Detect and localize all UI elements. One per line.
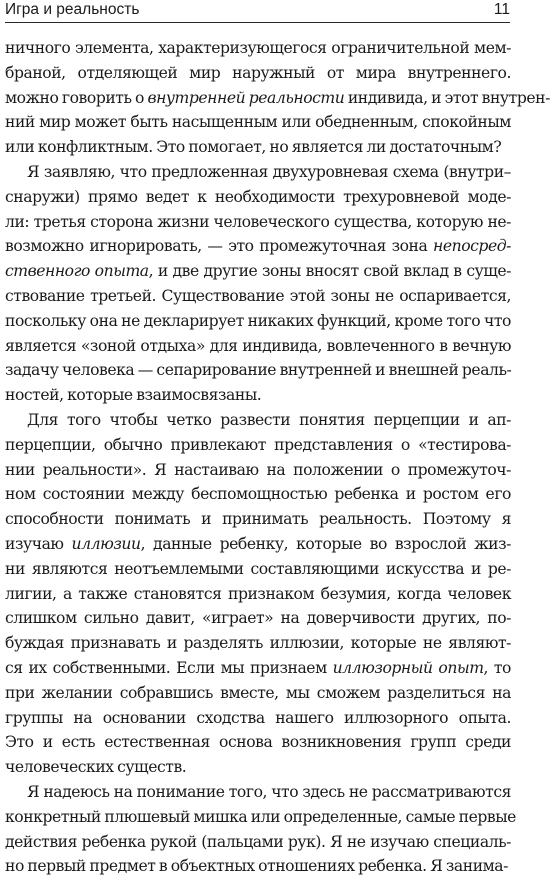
text-line: [5, 805, 516, 830]
text-run: браной, отделяющей мир наружный от мира внутреннего.: [5, 63, 511, 82]
text-run: является «зоной отдыха» для индивида, вовлеченного в вечную: [5, 336, 511, 355]
italic-run: иллюзорный опыт: [332, 658, 484, 677]
text-line: [5, 135, 511, 160]
text-line: [5, 234, 511, 259]
text-run: ний мир может быть насыщенным или обедненным, спокойным: [5, 113, 511, 132]
running-header: [5, 0, 510, 23]
text-run: снаружи) прямо ведет к необходимости трехуровневой моде-: [5, 187, 511, 206]
text-line: [5, 507, 511, 532]
text-run: ностей, которые взаимосвязаны.: [5, 386, 262, 405]
text-line: [5, 482, 511, 507]
paragraph: [5, 160, 511, 408]
text-line: [5, 631, 511, 656]
italic-run: внутренней реальности: [147, 88, 345, 107]
text-line: [5, 755, 511, 780]
text-line: [5, 532, 511, 557]
text-run: человеческих существ.: [5, 758, 187, 777]
text-run: группы на основании сходства нашего иллюзорного опыта.: [5, 708, 511, 727]
text-line: [5, 210, 511, 235]
text-line: [5, 730, 511, 755]
text-run: , то: [483, 658, 511, 677]
paragraph: [5, 780, 516, 879]
text-line: [5, 185, 511, 210]
text-run: но первый предмет в объектных отношениях ребенка. Я занима-: [5, 857, 508, 876]
text-run: слишком сильно давит, «играет» на доверчивости других, по-: [5, 609, 511, 628]
text-run: способности понимать и принимать реальность. Поэтому я: [5, 510, 511, 529]
text-line: [5, 582, 511, 607]
text-run: изучаю: [5, 534, 72, 553]
text-line: [5, 383, 511, 408]
text-line: [5, 358, 511, 383]
text-line: [5, 408, 511, 433]
text-run: лигии, а также становятся признаком безумия, когда человек: [5, 584, 511, 603]
text-line: [5, 61, 511, 86]
text-line: [5, 86, 550, 111]
text-run: перцепции, обычно привлекают представления о «тестирова-: [5, 435, 511, 454]
paragraph: [5, 408, 511, 780]
text-run: индивида, и этот внутрен-: [344, 88, 550, 107]
text-line: [5, 830, 511, 855]
text-line: [5, 160, 511, 185]
text-run: , и две другие зоны вносят свой вклад в суще-: [148, 262, 511, 281]
paragraph: [5, 36, 550, 160]
text-run: можно говорить о: [5, 88, 148, 107]
text-run: Я заявляю, что предложенная двухуровневая схема (внутри–: [27, 162, 511, 181]
text-run: или конфликтным. Это помогает, но является ли достаточным?: [5, 138, 502, 157]
italic-run: иллюзии: [71, 534, 141, 553]
text-run: поскольку она не декларирует никаких функций, кроме того что: [5, 311, 511, 330]
text-line: [5, 110, 511, 135]
italic-run: непосред-: [433, 237, 511, 256]
text-line: [5, 36, 511, 61]
text-run: Это и есть естественная основа возникновения групп среди: [5, 733, 511, 752]
text-line: [5, 854, 511, 879]
text-run: буждая признавать и разделять иллюзии, которые не являют-: [5, 634, 511, 653]
text-line: [5, 284, 511, 309]
text-run: конкретный плюшевый мишка или определенные, самые первые: [5, 807, 516, 826]
running-title: Игра и реальность: [5, 1, 140, 18]
text-run: ном состоянии между беспомощностью ребенка и ростом его: [5, 485, 511, 504]
text-run: ли: третья сторона жизни человеческого существа, которую не-: [5, 212, 511, 231]
body-text: [5, 36, 550, 879]
text-line: [5, 706, 511, 731]
text-run: Для того чтобы четко развести понятия перцепции и ап-: [27, 410, 511, 429]
text-line: [5, 557, 511, 582]
text-run: Я надеюсь на понимание того, что здесь не рассматриваются: [27, 782, 511, 801]
text-run: нии реальности». Я настаиваю на положении о промежуточ-: [5, 460, 511, 479]
text-line: [5, 259, 511, 284]
text-line: [5, 606, 511, 631]
text-run: ни являются неотъемлемыми составляющими искусства и ре-: [5, 559, 511, 578]
text-line: [5, 681, 511, 706]
text-run: , данные ребенку, которые во взрослой жиз-: [140, 534, 511, 553]
text-run: возможно игнорировать, — это промежуточная зона: [5, 237, 434, 256]
text-run: действия ребенка рукой (пальцами рук). Я не изучаю специаль-: [5, 832, 511, 851]
text-run: при желании собравшись вместе, мы сможем разделиться на: [5, 683, 511, 702]
italic-run: ственного опыта: [5, 262, 149, 281]
text-line: [5, 656, 511, 681]
text-line: [5, 780, 511, 805]
page-number: 11: [493, 1, 510, 18]
text-line: [5, 309, 511, 334]
text-run: задачу человека — сепарирование внутренней и внешней реаль-: [5, 361, 512, 380]
text-run: ничного элемента, характеризующегося ограничительной мем-: [5, 39, 511, 57]
text-line: [5, 334, 511, 359]
text-run: ся их собственными. Если мы признаем: [5, 658, 333, 677]
text-line: [5, 458, 511, 483]
text-run: ствование третьей. Существование этой зоны не оспаривается,: [5, 286, 511, 305]
text-line: [5, 433, 511, 458]
